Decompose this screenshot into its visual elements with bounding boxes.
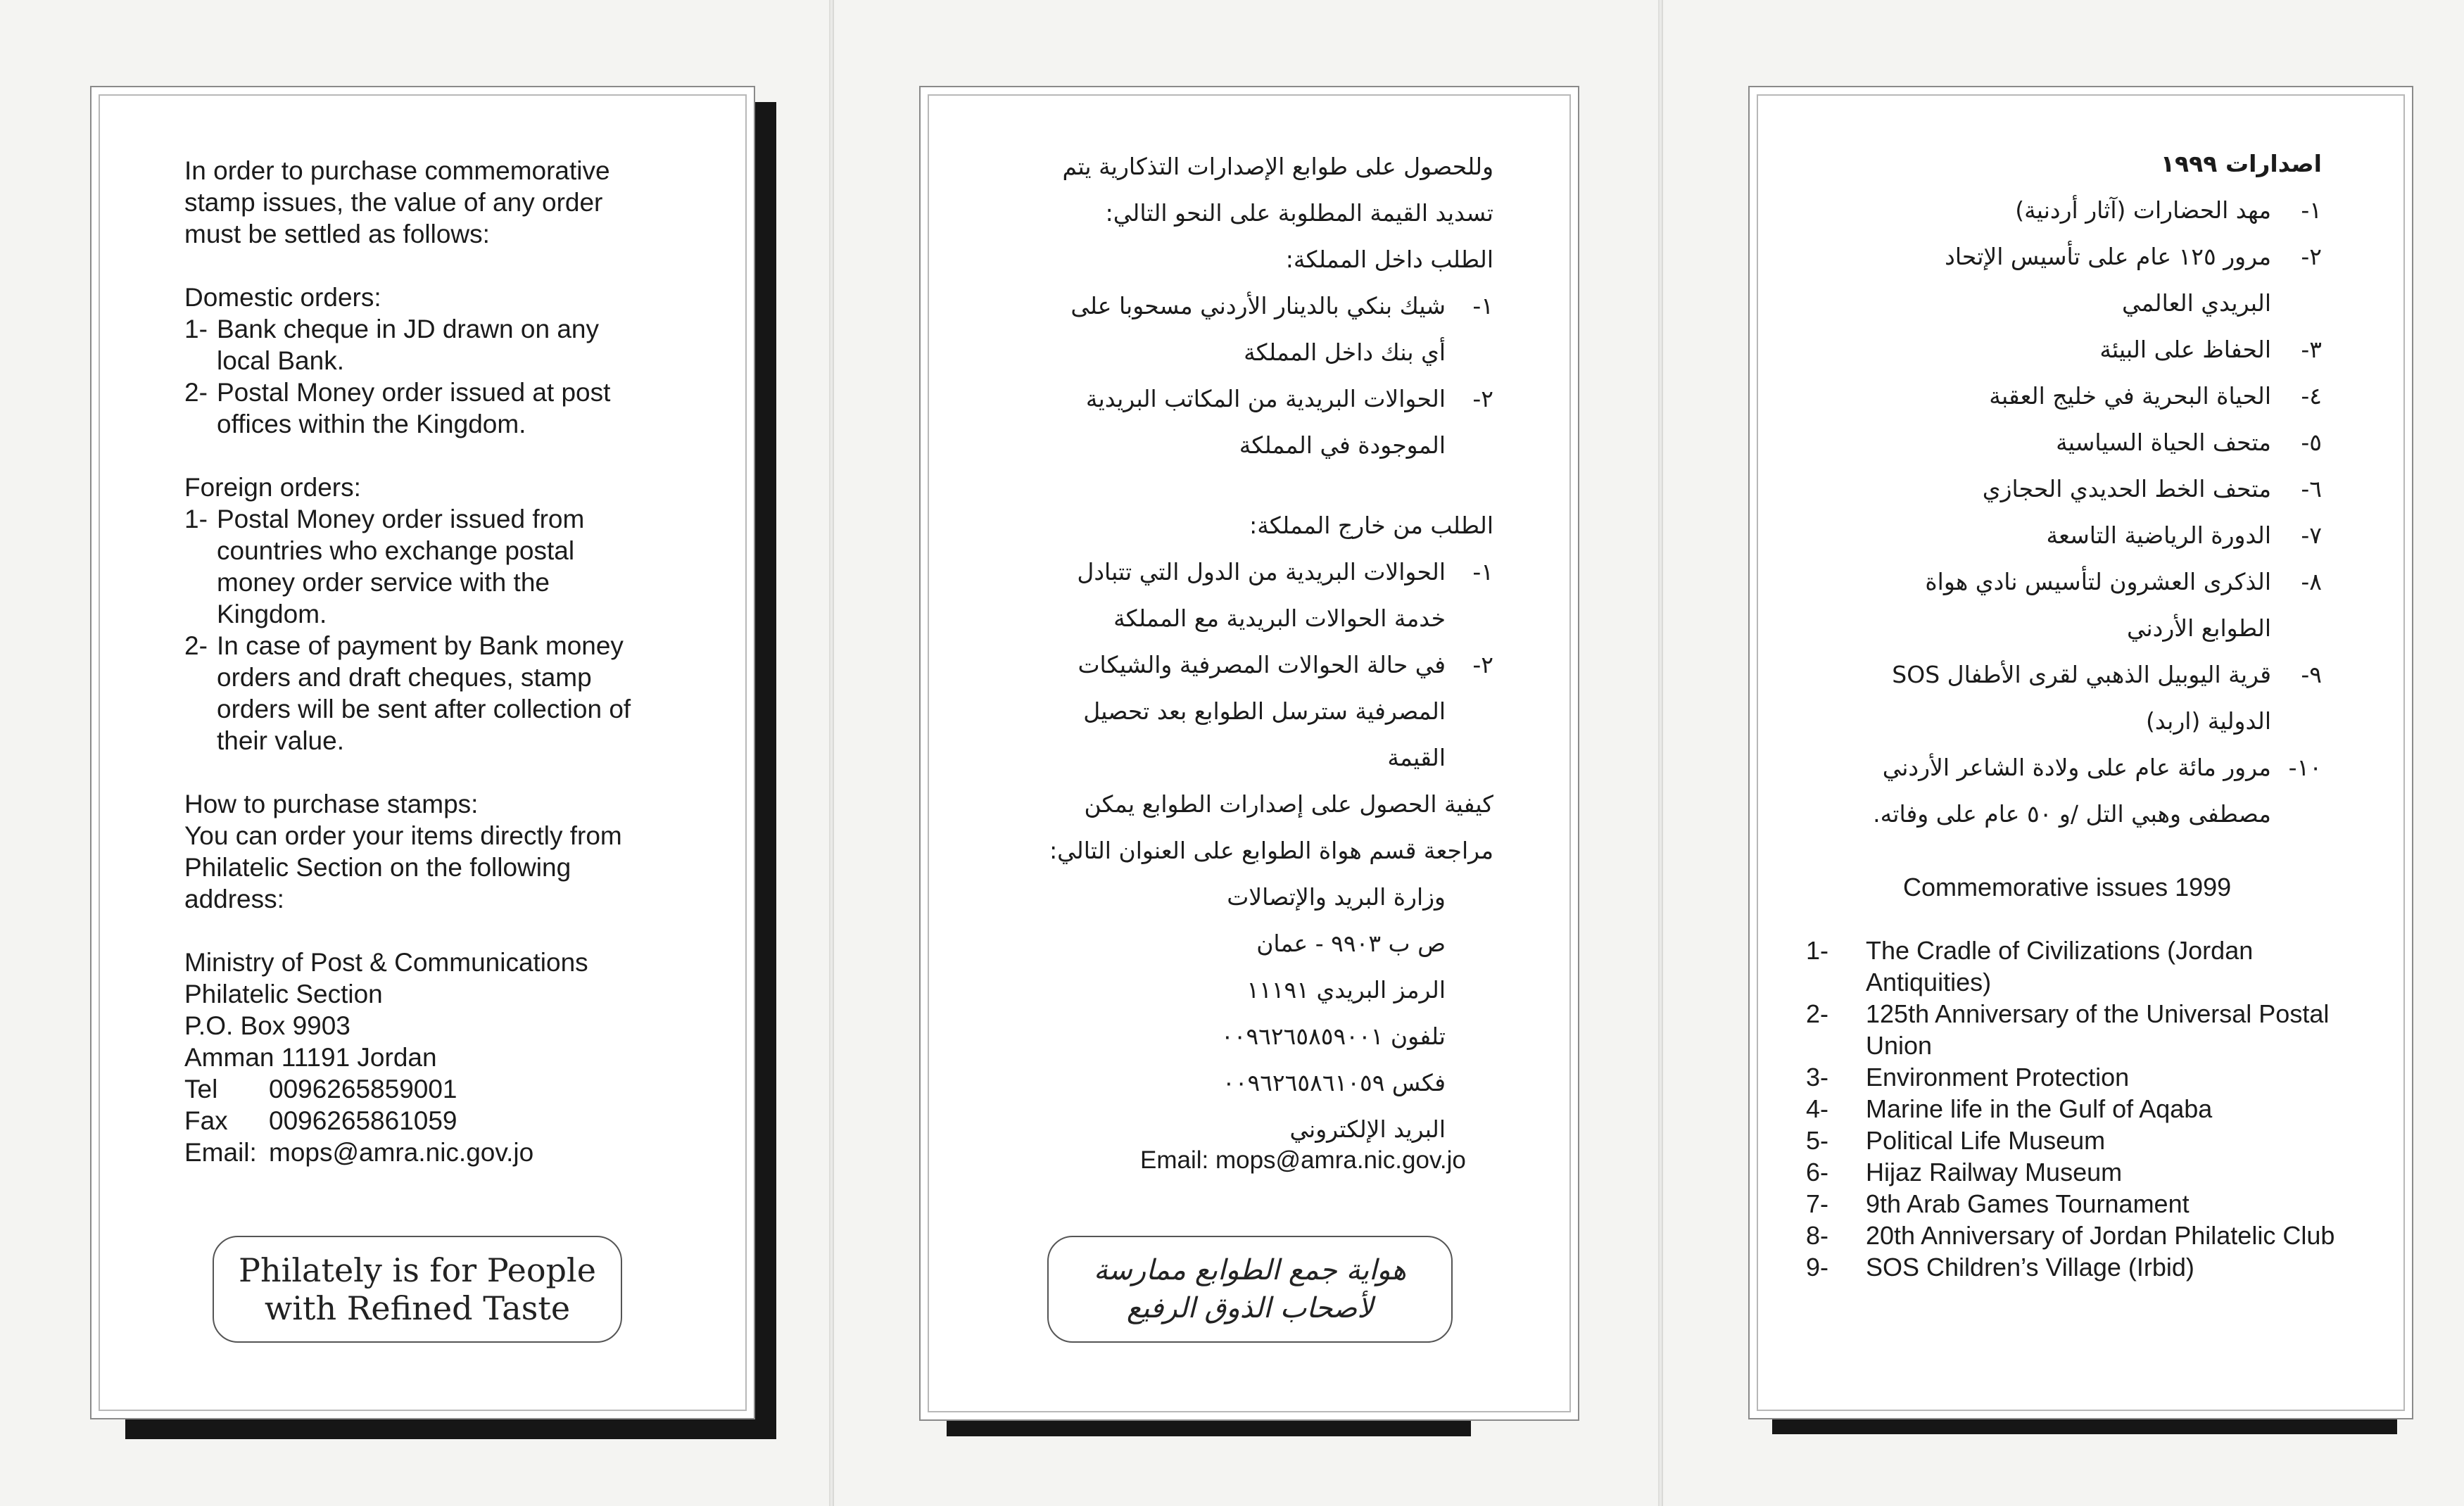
middle-domestic-2-line-2: الموجودة في المملكة: [1239, 431, 1446, 459]
foreign-item-2-num: 2-: [184, 631, 208, 660]
ar-issue-3-line-1: الحفاظ على البيئة: [2099, 336, 2271, 363]
en-issue-5-num: 5-: [1806, 1126, 1829, 1155]
left-intro: In order to purchase commemorative stamp issues, the value of any order must be settled as follows:: [184, 156, 610, 248]
en-issue-4-num: 4-: [1806, 1094, 1829, 1123]
middle-intro-line-2: تسديد القيمة المطلوبة على النحو التالي:: [1105, 199, 1493, 227]
en-issue-4-text: Marine life in the Gulf of Aqaba: [1866, 1094, 2213, 1123]
ar-issue-10-num: ١٠-: [2288, 754, 2322, 781]
email-value: mops@amra.nic.gov.jo: [269, 1138, 534, 1167]
motto-box-ar: [1047, 1236, 1453, 1343]
middle-address-line-1: وزارة البريد والإتصالات: [1227, 883, 1446, 911]
ar-issue-4-num: ٤-: [2301, 382, 2322, 410]
middle-foreign-heading: الطلب من خارج المملكة:: [1249, 512, 1493, 539]
tel-value: 0096265859001: [269, 1075, 457, 1103]
domestic-item-2-text: Postal Money order issued at post offices within the Kingdom.: [217, 378, 611, 438]
ar-issue-8-line-2: الطوابع الأردني: [2126, 614, 2271, 642]
ar-issue-5-line-1: متحف الحياة السياسية: [2056, 429, 2271, 456]
middle-email: Email: mops@amra.nic.gov.jo: [1140, 1146, 1466, 1174]
en-issue-3-text: Environment Protection: [1866, 1063, 2130, 1091]
en-issue-1-num: 1-: [1806, 936, 1829, 965]
ar-issue-8-line-1: الذكرى العشرون لتأسيس نادي هواة: [1925, 568, 2271, 595]
en-issue-8-num: 8-: [1806, 1221, 1829, 1250]
middle-address-line-3: الرمز البريدي ١١١٩١: [1246, 976, 1446, 1004]
en-issue-2-num: 2-: [1806, 999, 1829, 1028]
middle-panel: [919, 86, 1579, 1421]
ar-issue-2-num: ٢-: [2301, 243, 2322, 270]
fax-value: 0096265861059: [269, 1106, 457, 1135]
middle-foreign-2-line-3: القيمة: [1387, 744, 1446, 771]
middle-foreign-1-line-2: خدمة الحوالات البريدية مع المملكة: [1113, 605, 1446, 632]
foreign-item-2-text: In case of payment by Bank money orders and draft cheques, stamp orders will be sent after collection of their value.: [217, 631, 631, 755]
en-issue-7-text: 9th Arab Games Tournament: [1866, 1189, 2190, 1218]
left-panel: [90, 86, 755, 1419]
ar-issue-1-num: ١-: [2301, 196, 2322, 224]
en-issue-7-num: 7-: [1806, 1189, 1829, 1218]
ar-issue-9-line-2: الدولية (اربد): [2145, 707, 2271, 735]
fax-label: Fax: [184, 1106, 228, 1135]
ar-issue-3-num: ٣-: [2301, 336, 2322, 363]
email-label: Email:: [184, 1138, 257, 1167]
middle-intro-line-1: وللحصول على طوابع الإصدارات التذكارية يتم: [1062, 153, 1493, 180]
domestic-item-2-num: 2-: [184, 378, 208, 407]
foreign-item-1-text: Postal Money order issued from countries who exchange postal money order service with the Kingdom.: [217, 505, 585, 628]
domestic-heading: Domestic orders:: [184, 283, 381, 312]
en-issue-8-text: 20th Anniversary of Jordan Philatelic Club: [1866, 1221, 2335, 1250]
ar-issue-4-line-1: الحياة البحرية في خليج العقبة: [1989, 382, 2271, 410]
motto-box-en: [213, 1236, 622, 1343]
ar-issue-6-num: ٦-: [2301, 475, 2322, 502]
en-issue-9-num: 9-: [1806, 1253, 1829, 1282]
ar-issue-10-line-2: مصطفى وهبي التل /و ٥٠ عام على وفاته.: [1873, 800, 2271, 828]
middle-address-line-6: البريد الإلكتروني: [1289, 1115, 1446, 1143]
address-block: Ministry of Post & Communications Philatelic Section P.O. Box 9903 Amman 11191 Jordan: [184, 948, 588, 1072]
ar-issue-9-line-1: قرية اليوبيل الذهبي لقرى الأطفال SOS: [1892, 661, 2271, 688]
ar-issue-7-line-1: الدورة الرياضية التاسعة: [2046, 521, 2271, 549]
ar-issue-5-num: ٥-: [2301, 429, 2322, 456]
ar-issue-10-line-1: مرور مائة عام على ولادة الشاعر الأردني: [1882, 754, 2271, 781]
middle-address-line-2: ص ب ٩٩٠٣ - عمان: [1256, 930, 1446, 957]
en-issue-5-text: Political Life Museum: [1866, 1126, 2106, 1155]
en-issue-6-num: 6-: [1806, 1158, 1829, 1187]
domestic-item-1-num: 1-: [184, 315, 208, 343]
domestic-item-1-text: Bank cheque in JD drawn on any local Bank.: [217, 315, 600, 375]
fold-line-left: [829, 0, 834, 1506]
ar-issue-1-line-1: مهد الحضارات (آثار أردنية): [2015, 196, 2271, 224]
ar-issues-title: اصدارات ١٩٩٩: [2160, 150, 2322, 177]
en-issue-9-text: SOS Children’s Village (Irbid): [1866, 1253, 2194, 1282]
middle-foreign-2-line-1: في حالة الحوالات المصرفية والشيكات: [1078, 651, 1446, 678]
middle-foreign-1-line-1: الحوالات البريدية من الدول التي تتبادل: [1077, 558, 1446, 586]
middle-foreign-2-line-2: المصرفية سترسل الطوابع بعد تحصيل: [1083, 697, 1446, 725]
ar-issue-2-line-2: البريدي العالمي: [2121, 289, 2271, 317]
middle-domestic-2-num: ٢-: [1472, 385, 1493, 412]
motto-en: Philately is for People with Refined Taste: [239, 1251, 596, 1327]
ar-issue-2-line-1: مرور ١٢٥ عام على تأسيس الإتحاد: [1945, 243, 2271, 270]
en-issue-2-text: 125th Anniversary of the Universal Postal Union: [1866, 999, 2330, 1060]
en-issue-6-text: Hijaz Railway Museum: [1866, 1158, 2123, 1187]
middle-domestic-1-line-2: أي بنك داخل المملكة: [1244, 338, 1446, 366]
motto-ar: هواية جمع الطوابع ممارسة لأصحاب الذوق الرفيع: [1093, 1254, 1407, 1324]
middle-foreign-2-num: ٢-: [1472, 651, 1493, 678]
ar-issue-7-num: ٧-: [2301, 521, 2322, 549]
middle-foreign-1-num: ١-: [1472, 558, 1493, 586]
how-to-purchase: How to purchase stamps: You can order your items directly from Philatelic Section on the following address:: [184, 790, 622, 913]
en-issue-1-text: The Cradle of Civilizations (Jordan Antiquities): [1866, 936, 2254, 996]
middle-address-line-4: تلفون ٠٠٩٦٢٦٥٨٥٩٠٠١: [1221, 1023, 1446, 1050]
ar-issue-6-line-1: متحف الخط الحديدي الحجازي: [1982, 475, 2271, 502]
middle-how-to-line-1: كيفية الحصول على إصدارات الطوابع يمكن: [1084, 790, 1493, 818]
fold-line-right: [1658, 0, 1663, 1506]
foreign-heading: Foreign orders:: [184, 473, 361, 502]
right-panel: [1748, 86, 2413, 1419]
foreign-item-1-num: 1-: [184, 505, 208, 533]
middle-domestic-1-line-1: شيك بنكي بالدينار الأردني مسحوبا على: [1070, 292, 1446, 319]
middle-domestic-1-num: ١-: [1472, 292, 1493, 319]
middle-domestic-heading: الطلب داخل المملكة:: [1285, 246, 1493, 273]
middle-address-line-5: فكس ٠٠٩٦٢٦٥٨٦١٠٥٩: [1222, 1069, 1446, 1096]
middle-domestic-2-line-1: الحوالات البريدية من المكاتب البريدية: [1085, 385, 1446, 412]
ar-issue-9-num: ٩-: [2301, 661, 2322, 688]
middle-how-to-line-2: مراجعة قسم هواة الطوابع على العنوان التالي:: [1049, 837, 1493, 864]
en-issues-title: Commemorative issues 1999: [1903, 873, 2232, 901]
ar-issue-8-num: ٨-: [2301, 568, 2322, 595]
en-issue-3-num: 3-: [1806, 1063, 1829, 1091]
tel-label: Tel: [184, 1075, 218, 1103]
